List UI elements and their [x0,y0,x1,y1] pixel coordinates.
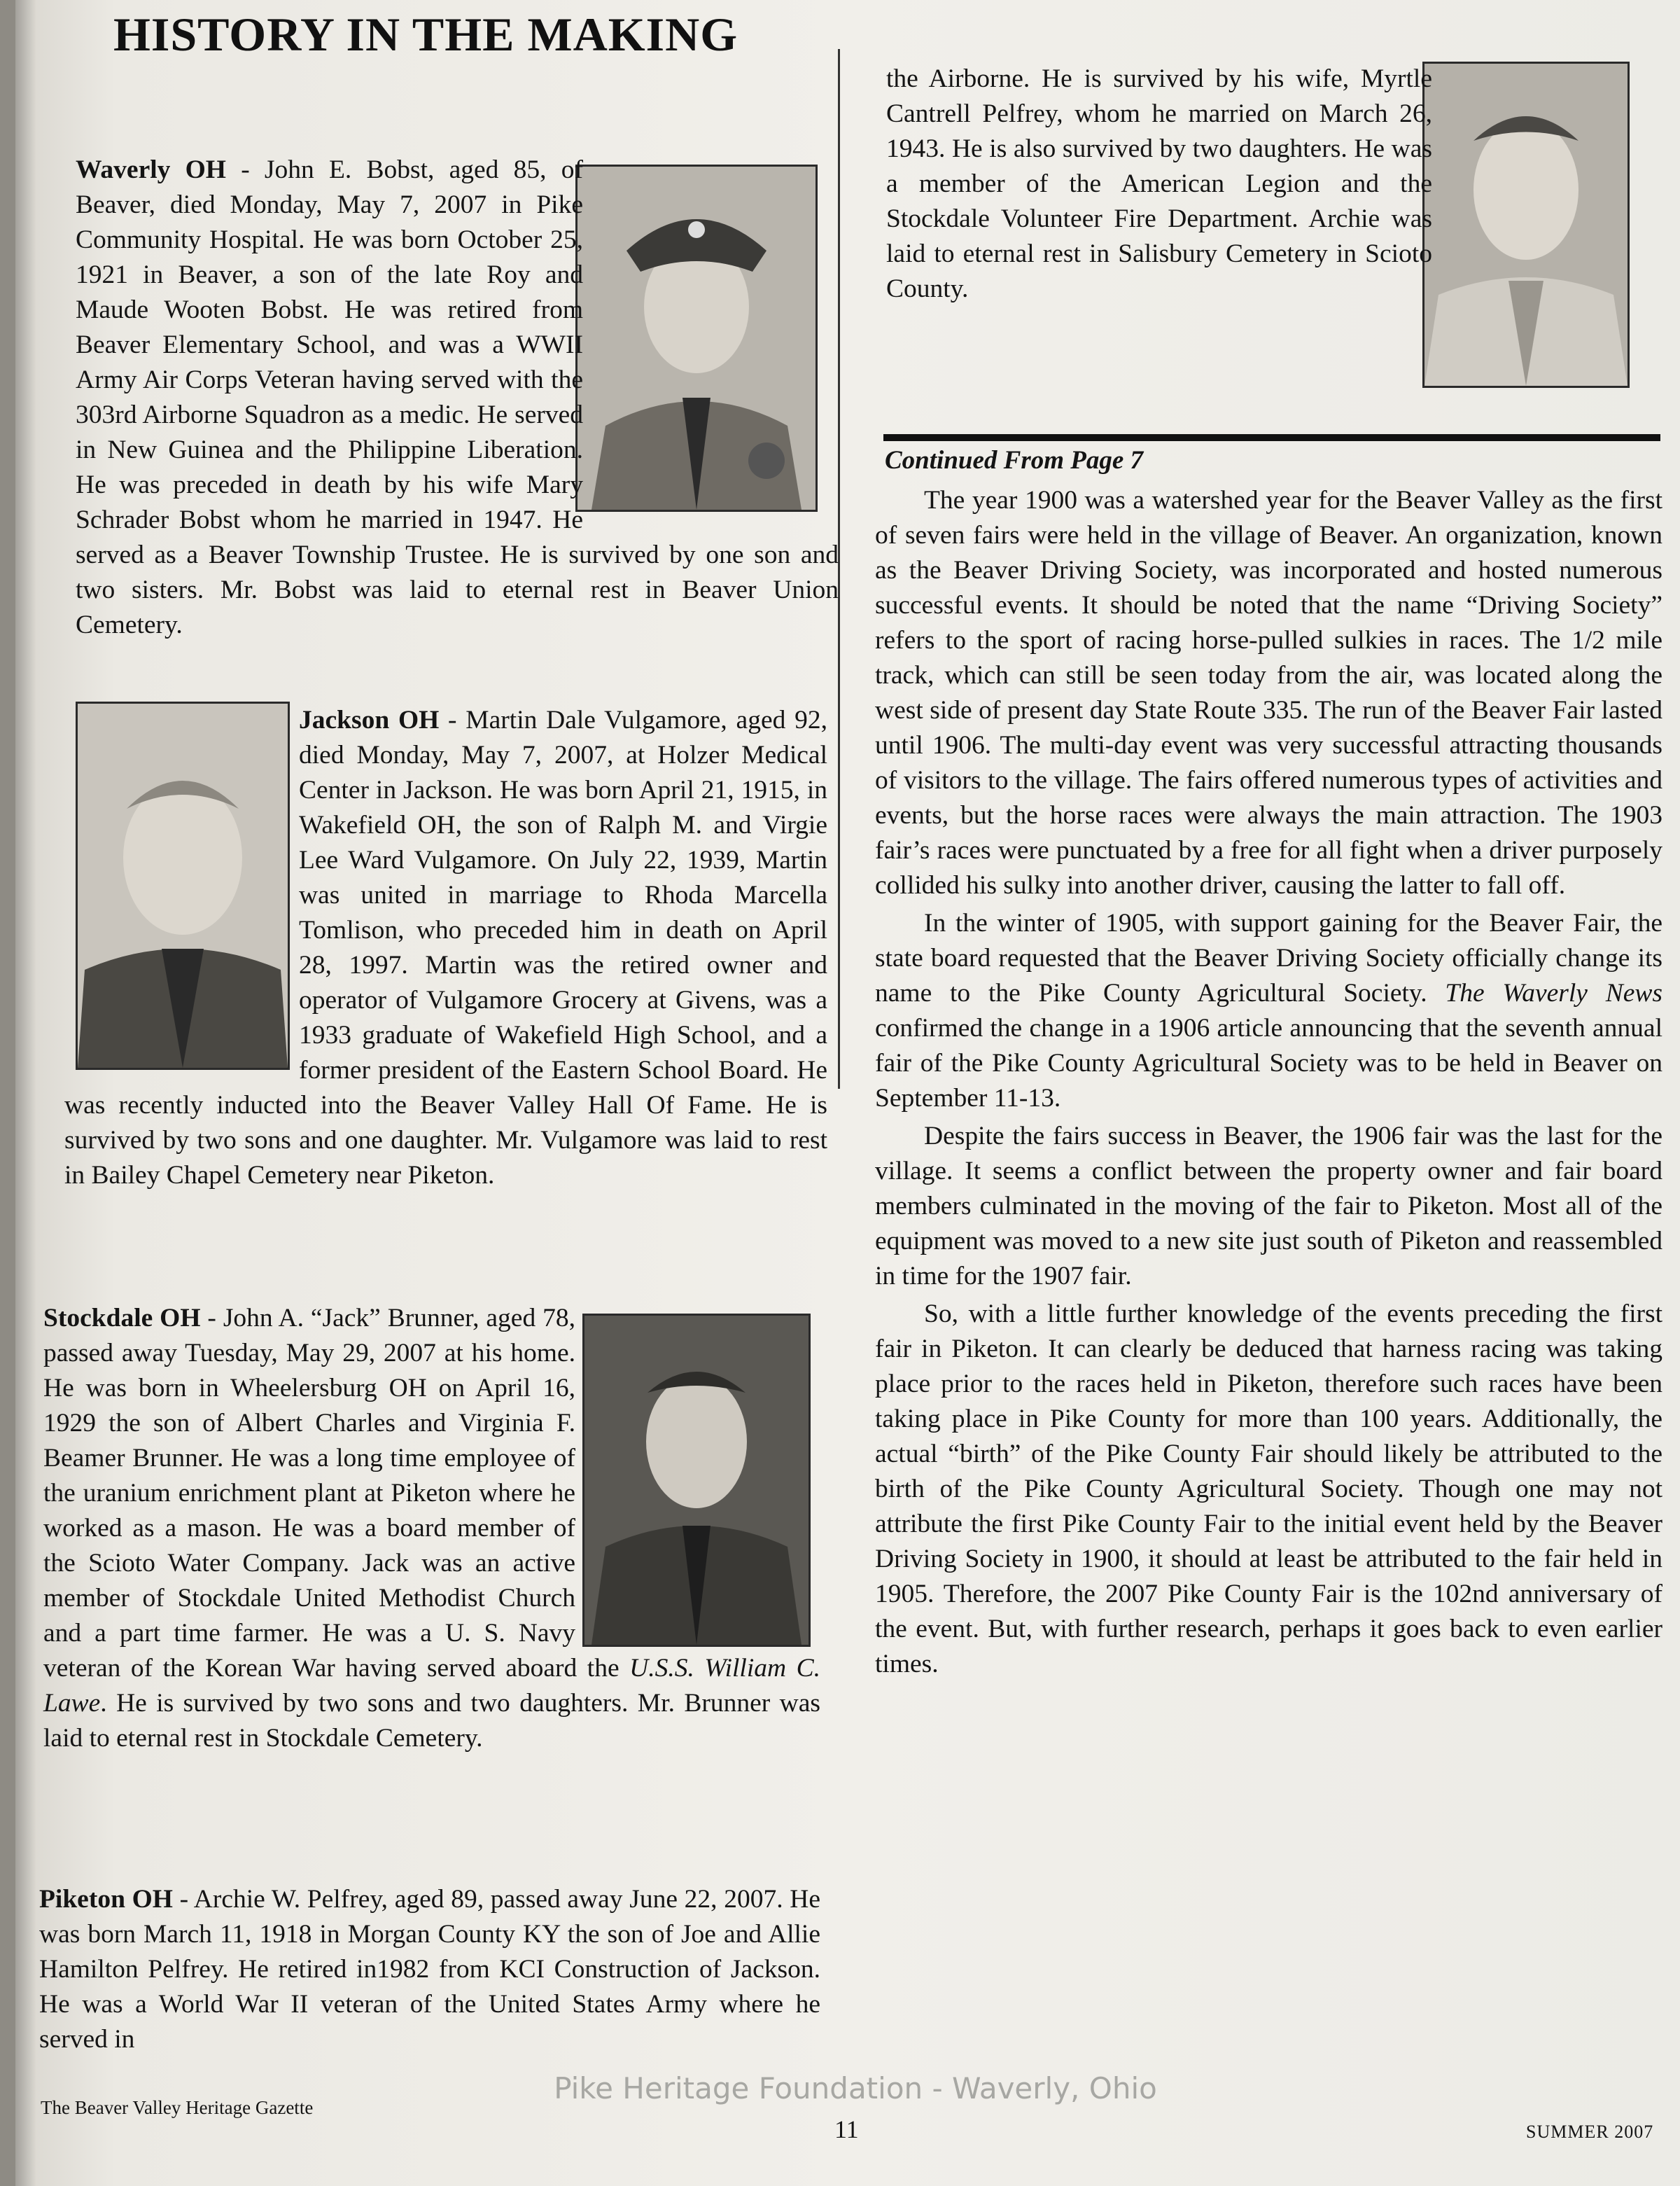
photo-space [64,703,299,1067]
article-paragraph: Despite the fairs success in Beaver, the 1906 fair was the last for the village. It seems a conflict between the property owner and fair board members culminated in the moving of the fair to Piketon. Most all of the equipment was moved to a new site just south of Piketon and reassembled in time for the 1907 fair. [875,1122,1662,1290]
portrait-young-man [1424,64,1628,386]
watermark: Pike Heritage Foundation - Waverly, Ohio [554,2071,1157,2105]
gazette-page [15,0,1680,2186]
obituary-text: - John E. Bobst, aged 85, of Beaver, died Monday, May 7, 2007 in Pike Community Hospital. He was born October 25, 1921 in Beaver, a son of the late Roy and Maude Wooten Bobst. He was retired from Beaver Elementary School, and was a WWII Army Air Corps Veteran having served with the 303rd Airborne Squadron as a medic. He served in New Guinea and the Philippine Liberation. He was preceded in death by his wife Mary Schrader Bobst whom he married in 1947. He served as a Beaver Township Trustee. He is survived by one son and two sisters. Mr. Bobst was laid to eternal rest in Beaver Union Cemetery. [76,155,839,639]
newspaper-name: The Waverly News [1445,979,1662,1008]
obituary-pelfrey-continued: the Airborne. He is survived by his wife, Myrtle Cantrell Pelfrey, whom he married on March 26, 1943. He is also survived by two daughters. He was a member of the American Legion and the Stockdale Volunteer Fire Department. Archie was laid to eternal rest in Salisbury Cemetery in Scioto County. [886,64,1432,303]
obituary-place: Jackson OH [299,706,440,735]
continued-heading: Continued From Page 7 [885,446,1144,475]
obituary-bobst [76,153,839,643]
article-paragraph: So, with a little further knowledge of the events preceding the first fair in Piketon. It can clearly be deduced that harness racing was taking place prior to the races held in Piketon, therefore such races have been taking place in Pike County for more than 100 years. Additionally, the actual “birth” of the Pike County Fair should likely be attributed to the birth of the Pike County Agricultural Society. Though one may not attribute the first Pike County Fair to the initial event held by the Beaver Driving Society in 1900, it should at least be attributed to the fair held in 1905. Therefore, the 2007 Pike County Fair is the 102nd anniversary of the event. But, with further research, perhaps it goes back to even earlier times. [875,1300,1662,1678]
obituary-place: Stockdale OH [43,1304,201,1332]
gutter-shadow [15,0,36,2186]
obituary-text: - John A. “Jack” Brunner, aged 78, passed away Tuesday, May 29, 2007 at his home. He was born in Wheelersburg OH on April 16, 1929 the son of Albert Charles and Virginia F. Beamer Brunner. He was a long time employee of the uranium enrichment plant at Piketon where he worked as a mason. He was a board member of the Scioto Water Company. Jack was an active member of Stockdale United Methodist Church and a part time farmer. He was a U. S. Navy veteran of the Korean War having served aboard the [43,1304,630,1683]
obituary-text: - Martin Dale Vulgamore, aged 92, died Monday, May 7, 2007, at Holzer Medical Center in Jackson. He was born April 21, 1915, in Wakefield OH, the son of Ralph M. and Virgie Lee Ward Vulgamore. On July 22, 1939, Martin was united in marriage to Rhoda Marcella Tomlison, who preceded him in death on April 28, 1997. Martin was the retired owner and operator of Vulgamore Grocery at Givens, was a 1933 graduate of Wakefield High School, and a former president of the Eastern School Board. He was recently inducted into the Beaver Valley Hall Of Fame. He is survived by two sons and one daughter. Mr. Vulgamore was laid to rest in Bailey Chapel Cemetery near Piketon. [64,706,827,1190]
obituary-place: Waverly OH [76,155,226,184]
article-paragraph: The year 1900 was a watershed year for the Beaver Valley as the first of seven fairs were held in the village of Beaver. An organization, known as the Beaver Driving Society, was incorporated and hosted numerous successful events. It should be noted that the name “Driving Society” refers to the sport of racing horse-pulled sulkies in races. The 1/2 mile track, which can still be seen today from the air, was located along the west side of present day State Route 335. The run of the Beaver Fair lasted until 1906. The multi-day event was very successful attracting thousands of visitors to the village. The fairs offered numerous types of activities and events, but the horse races were always the main attraction. The 1903 fair’s races were punctuated by a free for all fight when a driver purposely collided his sulky into another driver, causing the latter to fall off. [875,486,1662,900]
obituary-place: Piketon OH [39,1885,173,1914]
article-paragraph: In the winter of 1905, with support gaining for the Beaver Fair, the state board requested that the Beaver Driving Society officially change its name to the Pike County Agricultural Society. The Waverly News confirmed the change in a 1906 article announcing that the seventh annual fair of the Pike County Agricultural Society was to be held in Beaver on September 11-13. [875,909,1662,1113]
footer-issue: SUMMER 2007 [1526,2122,1654,2142]
photo-pelfrey [1422,62,1630,388]
section-rule [883,434,1660,441]
footer-publication: The Beaver Valley Heritage Gazette [41,2097,314,2118]
article-body [875,483,1662,1682]
ship-name: U.S.S. William C. Lawe [43,1654,820,1718]
obituary-text: . He is survived by two sons and two daughters. Mr. Brunner was laid to eternal rest in Stockdale Cemetery. [43,1689,820,1753]
photo-space [575,1301,820,1651]
page-title: HISTORY IN THE MAKING [113,8,738,61]
obituary-pelfrey [39,1882,820,2057]
obituary-vulgamore [64,703,827,1193]
page-number: 11 [834,2115,859,2143]
obituary-brunner [43,1301,820,1756]
photo-space [583,153,839,510]
obituary-text: - Archie W. Pelfrey, aged 89, passed away June 22, 2007. He was born March 11, 1918 in Morgan County KY the son of Joe and Allie Hamilton Pelfrey. He retired in1982 from KCI Construction of Jackson. He was a World War II veteran of the United States Army where he served in [39,1885,820,2054]
